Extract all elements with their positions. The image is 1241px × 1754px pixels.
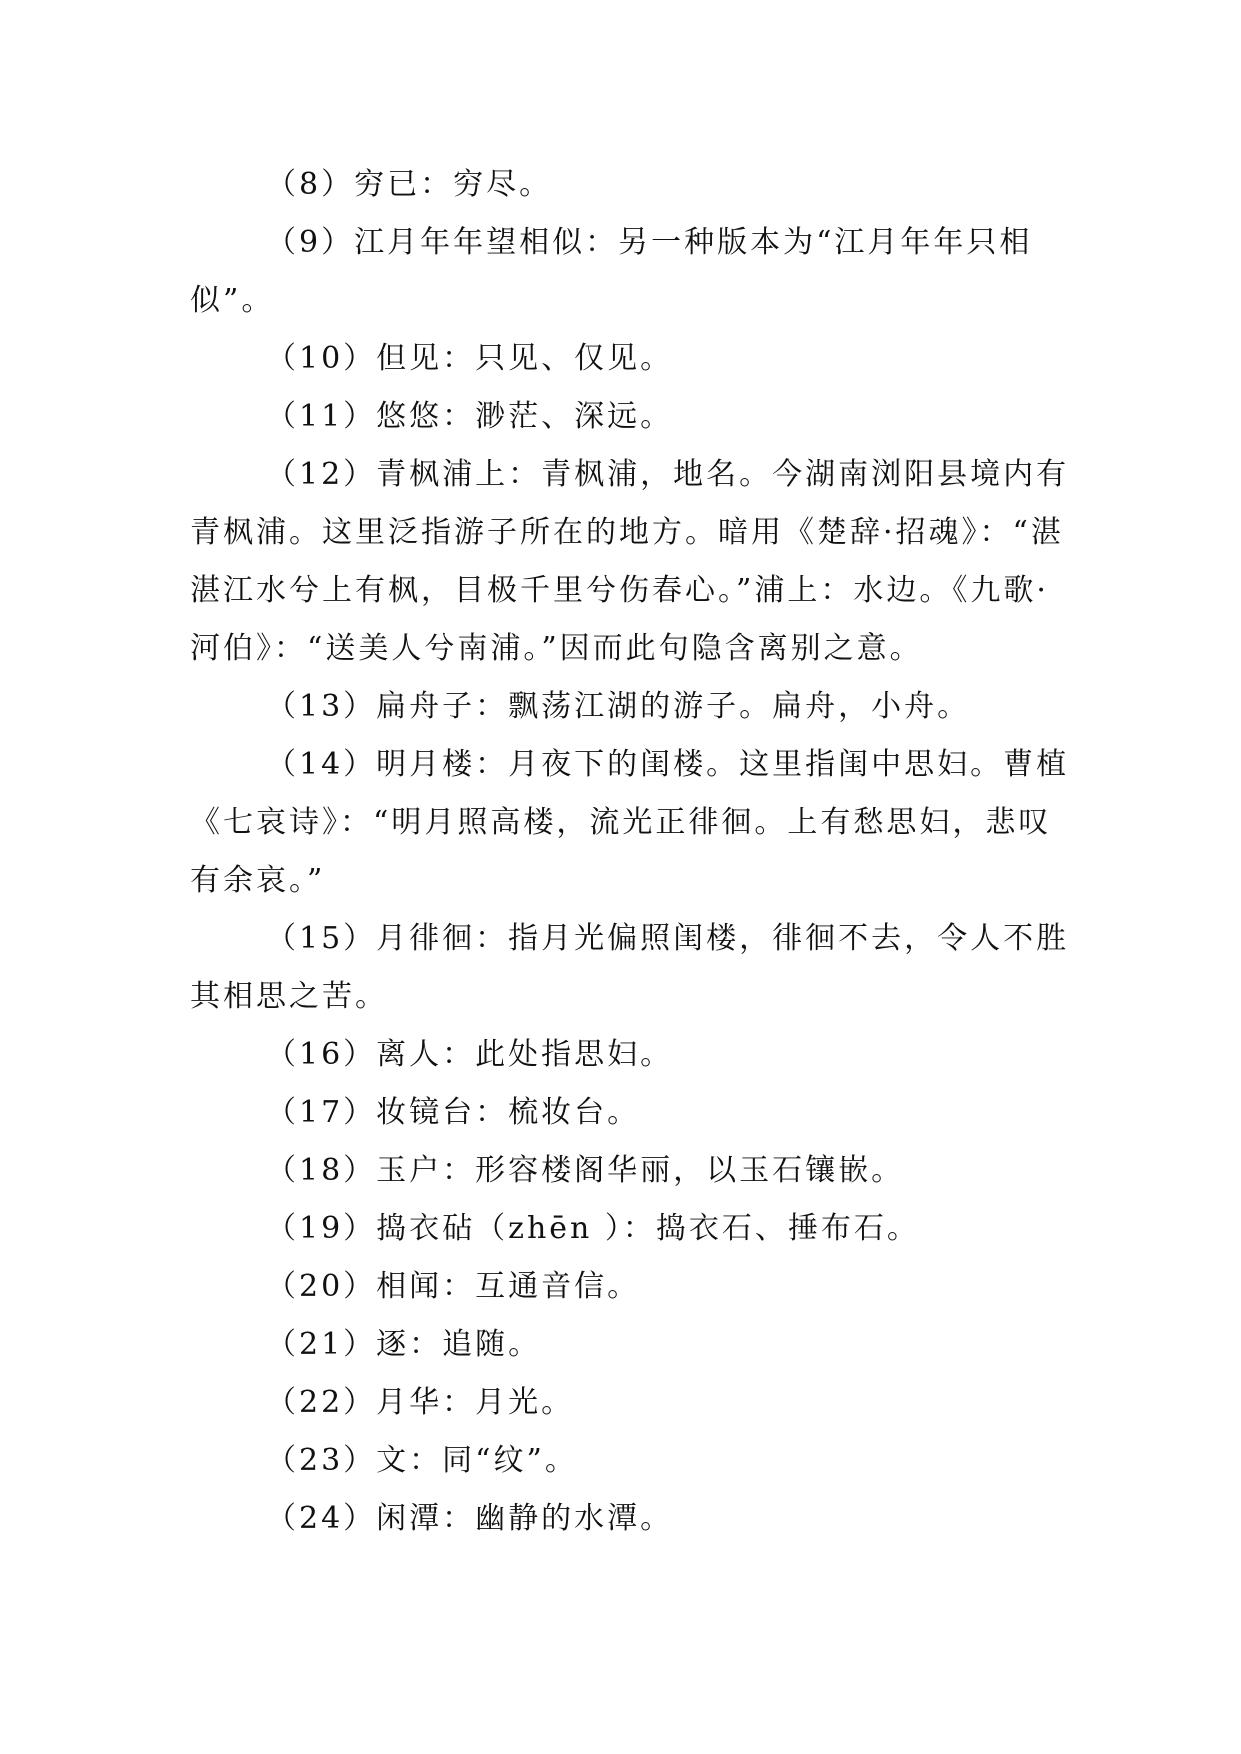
annotation-item: （24）闲潭：幽静的水潭。 <box>266 1501 674 1536</box>
annotation-list <box>190 156 1070 1548</box>
annotation-item: （14）明月楼：月夜下的闺楼。这里指闺中思妇。曹植《七哀诗》：“明月照高楼，流光正徘徊。上有愁思妇，悲叹有余哀。” <box>190 747 1070 898</box>
annotation-item: （22）月华：月光。 <box>266 1385 575 1420</box>
annotation-item: （11）悠悠：渺茫、深远。 <box>266 399 674 434</box>
annotation-item: （21）逐：追随。 <box>266 1327 542 1362</box>
annotation-item: （23）文：同“纹”。 <box>266 1443 578 1478</box>
annotation-item: （8）穷已：穷尽。 <box>266 167 553 202</box>
annotation-item: （12）青枫浦上：青枫浦，地名。今湖南浏阳县境内有青枫浦。这里泛指游子所在的地方。暗用《楚辞·招魂》：“湛湛江水兮上有枫，目极千里兮伤春心。”浦上：水边。《九歌·河伯》：“送美人兮南浦。”因而此句隐含离别之意。 <box>190 457 1070 666</box>
annotation-item: （16）离人：此处指思妇。 <box>266 1037 674 1072</box>
annotation-item: （20）相闻：互通音信。 <box>266 1269 641 1304</box>
annotation-item: （17）妆镜台：梳妆台。 <box>266 1095 641 1130</box>
annotation-item: （18）玉户：形容楼阁华丽，以玉石镶嵌。 <box>266 1153 905 1188</box>
annotation-item: （9）江月年年望相似：另一种版本为“江月年年只相似”。 <box>190 225 1033 318</box>
annotation-item: （13）扁舟子：飘荡江湖的游子。扁舟，小舟。 <box>266 689 971 724</box>
annotation-item: （10）但见：只见、仅见。 <box>266 341 674 376</box>
annotation-item: （19）捣衣砧（zhēn ）：捣衣石、捶布石。 <box>266 1211 920 1246</box>
annotation-item: （15）月徘徊：指月光偏照闺楼，徘徊不去，令人不胜其相思之苦。 <box>190 921 1070 1014</box>
